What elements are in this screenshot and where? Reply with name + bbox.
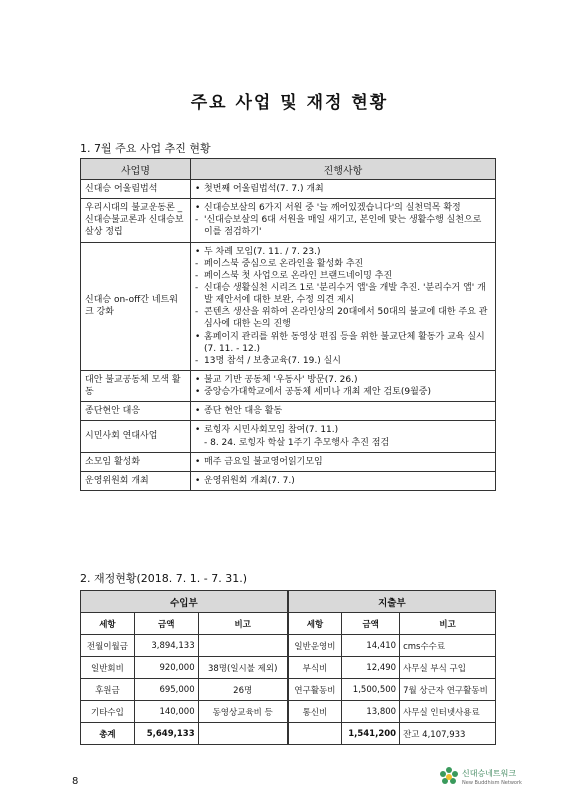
projects-table xyxy=(80,158,496,491)
project-row xyxy=(81,452,496,471)
expense-note: 사무실 부식 구입 xyxy=(400,657,496,679)
progress-list xyxy=(195,374,491,398)
progress-item: - 콘텐츠 생산을 위하여 온라인상의 20대에서 50대의 불교에 대한 주요 관심사에 대한 논의 진행 xyxy=(195,306,491,330)
page-number: 8 xyxy=(72,776,79,787)
expense-note-header: 비고 xyxy=(400,613,496,635)
project-progress xyxy=(191,199,496,242)
income-note-header: 비고 xyxy=(198,613,288,635)
progress-item: • 첫번째 어울림법석(7. 7.) 개최 xyxy=(195,183,491,195)
progress-list xyxy=(195,456,491,468)
expense-note: 잔고 4,107,933 xyxy=(400,723,496,745)
project-progress xyxy=(191,421,496,452)
project-progress xyxy=(191,242,496,370)
progress-item: - '신대승보살의 6대 서원을 매일 새기고, 본인에 맞는 생활수행 실천으로 이를 점검하기' xyxy=(195,214,491,238)
progress-list xyxy=(195,424,491,448)
income-amount: 3,894,133 xyxy=(134,635,198,657)
income-amount: 140,000 xyxy=(134,701,198,723)
project-name: 대안 불교공동체 모색 활동 xyxy=(81,370,191,401)
section2-heading: 2. 재정현황(2018. 7. 1. - 7. 31.) xyxy=(80,572,248,585)
expense-amount: 14,410 xyxy=(342,635,400,657)
project-row xyxy=(81,242,496,370)
progress-item: • 두 차례 모임(7. 11. / 7. 23.) xyxy=(195,246,491,258)
progress-list xyxy=(195,183,491,195)
expense-item: 일반운영비 xyxy=(288,635,342,657)
income-item: 총계 xyxy=(81,723,135,745)
col-header-progress: 진행사항 xyxy=(191,159,496,180)
projects-table-body xyxy=(81,180,496,491)
progress-item: - 8. 24. 로힝자 학살 1주기 추모행사 추진 점검 xyxy=(204,437,390,448)
expense-note: 7월 상근자 연구활동비 xyxy=(400,679,496,701)
finance-row xyxy=(81,635,496,657)
finance-row xyxy=(81,723,496,745)
progress-item: - 신대승 생활실천 시리즈 1로 '분리수거 앱'을 개발 추진. '분리수거 앱' 개발 제안서에 대한 보완, 수정 의견 제시 xyxy=(195,282,491,306)
income-amount-header: 금액 xyxy=(134,613,198,635)
income-note: 26명 xyxy=(198,679,288,701)
flower-logo-icon xyxy=(438,766,460,788)
expense-note: 사무실 인터넷사용료 xyxy=(400,701,496,723)
progress-item: • 신대승보살의 6가지 서원 중 '늘 깨어있겠습니다'의 실천덕목 확정 xyxy=(195,202,491,214)
finance-row xyxy=(81,657,496,679)
finance-row xyxy=(81,679,496,701)
project-row xyxy=(81,421,496,452)
project-name: 운영위원회 개최 xyxy=(81,471,191,490)
progress-item: • 홈페이지 관리를 위한 동영상 편집 등을 위한 불교단체 활동가 교육 실시(7. 11. - 12.) xyxy=(195,331,491,355)
expense-item: 연구활동비 xyxy=(288,679,342,701)
project-name: 신대승 on-off간 네트워크 강화 xyxy=(81,242,191,370)
page-title: 주요 사업 및 재정 현황 xyxy=(190,93,389,113)
project-name: 종단현안 대응 xyxy=(81,402,191,421)
income-amount: 5,649,133 xyxy=(134,723,198,745)
progress-item: - 페이스북 첫 사업으로 온라인 브랜드네이밍 추진 xyxy=(195,270,491,282)
income-item-header: 세항 xyxy=(81,613,135,635)
project-row xyxy=(81,370,496,401)
expense-note: cms수수료 xyxy=(400,635,496,657)
project-progress xyxy=(191,180,496,199)
income-note: 38명(일시불 제외) xyxy=(198,657,288,679)
project-progress xyxy=(191,402,496,421)
expense-item: 통신비 xyxy=(288,701,342,723)
project-name: 우리시대의 불교운동론 _ 신대승불교론과 신대승보살상 정립 xyxy=(81,199,191,242)
expense-amount: 12,490 xyxy=(342,657,400,679)
progress-item: • 매주 금요일 불교영어읽기모임 xyxy=(195,456,491,468)
project-name: 소모임 활성화 xyxy=(81,452,191,471)
project-progress xyxy=(191,452,496,471)
expense-amount-header: 금액 xyxy=(342,613,400,635)
project-name: 시민사회 연대사업 xyxy=(81,421,191,452)
project-name: 신대승 어울림법석 xyxy=(81,180,191,199)
expense-amount: 1,541,200 xyxy=(342,723,400,745)
progress-item: - 페이스북 중심으로 온라인을 활성화 추진 xyxy=(195,258,491,270)
expense-item-header: 세항 xyxy=(288,613,342,635)
logo-subtext: New Buddhism Network xyxy=(462,780,522,786)
expense-header: 지출부 xyxy=(288,591,496,613)
project-row xyxy=(81,180,496,199)
project-row xyxy=(81,471,496,490)
project-progress xyxy=(191,370,496,401)
section1-heading: 1. 7월 주요 사업 추진 현황 xyxy=(80,142,211,155)
progress-item: - 13명 참석 / 보충교육(7. 19.) 실시 xyxy=(195,355,491,367)
expense-amount: 13,800 xyxy=(342,701,400,723)
expense-item xyxy=(288,723,342,745)
col-header-project: 사업명 xyxy=(81,159,191,180)
org-logo xyxy=(438,766,528,792)
progress-list xyxy=(195,405,491,417)
finance-table xyxy=(80,590,496,745)
income-note: 동영상교육비 등 xyxy=(198,701,288,723)
finance-row xyxy=(81,701,496,723)
progress-item: • 운영위원회 개최(7. 7.) xyxy=(195,475,491,487)
progress-list xyxy=(195,202,491,238)
income-amount: 920,000 xyxy=(134,657,198,679)
progress-item: • 불교 기반 공동체 '우동사' 방문(7. 26.) xyxy=(195,374,491,386)
progress-list xyxy=(195,475,491,487)
income-note xyxy=(198,635,288,657)
logo-text: 신대승네트워크 xyxy=(462,769,517,778)
income-item: 기타수입 xyxy=(81,701,135,723)
progress-item: • 중앙승가대학교에서 공동체 세미나 개최 제안 검토(9월중) xyxy=(195,386,491,398)
income-item: 일반회비 xyxy=(81,657,135,679)
expense-item: 부식비 xyxy=(288,657,342,679)
income-amount: 695,000 xyxy=(134,679,198,701)
progress-item: • 로힝자 시민사회모임 참여(7. 11.) xyxy=(195,424,491,436)
progress-item: • 종단 현안 대응 활동 xyxy=(195,405,491,417)
income-header: 수입부 xyxy=(81,591,288,613)
expense-amount: 1,500,500 xyxy=(342,679,400,701)
income-note xyxy=(198,723,288,745)
project-row xyxy=(81,402,496,421)
progress-list xyxy=(195,246,491,367)
finance-table-body xyxy=(81,635,496,745)
project-row xyxy=(81,199,496,242)
income-item: 후원금 xyxy=(81,679,135,701)
income-item: 전월이월금 xyxy=(81,635,135,657)
project-progress xyxy=(191,471,496,490)
